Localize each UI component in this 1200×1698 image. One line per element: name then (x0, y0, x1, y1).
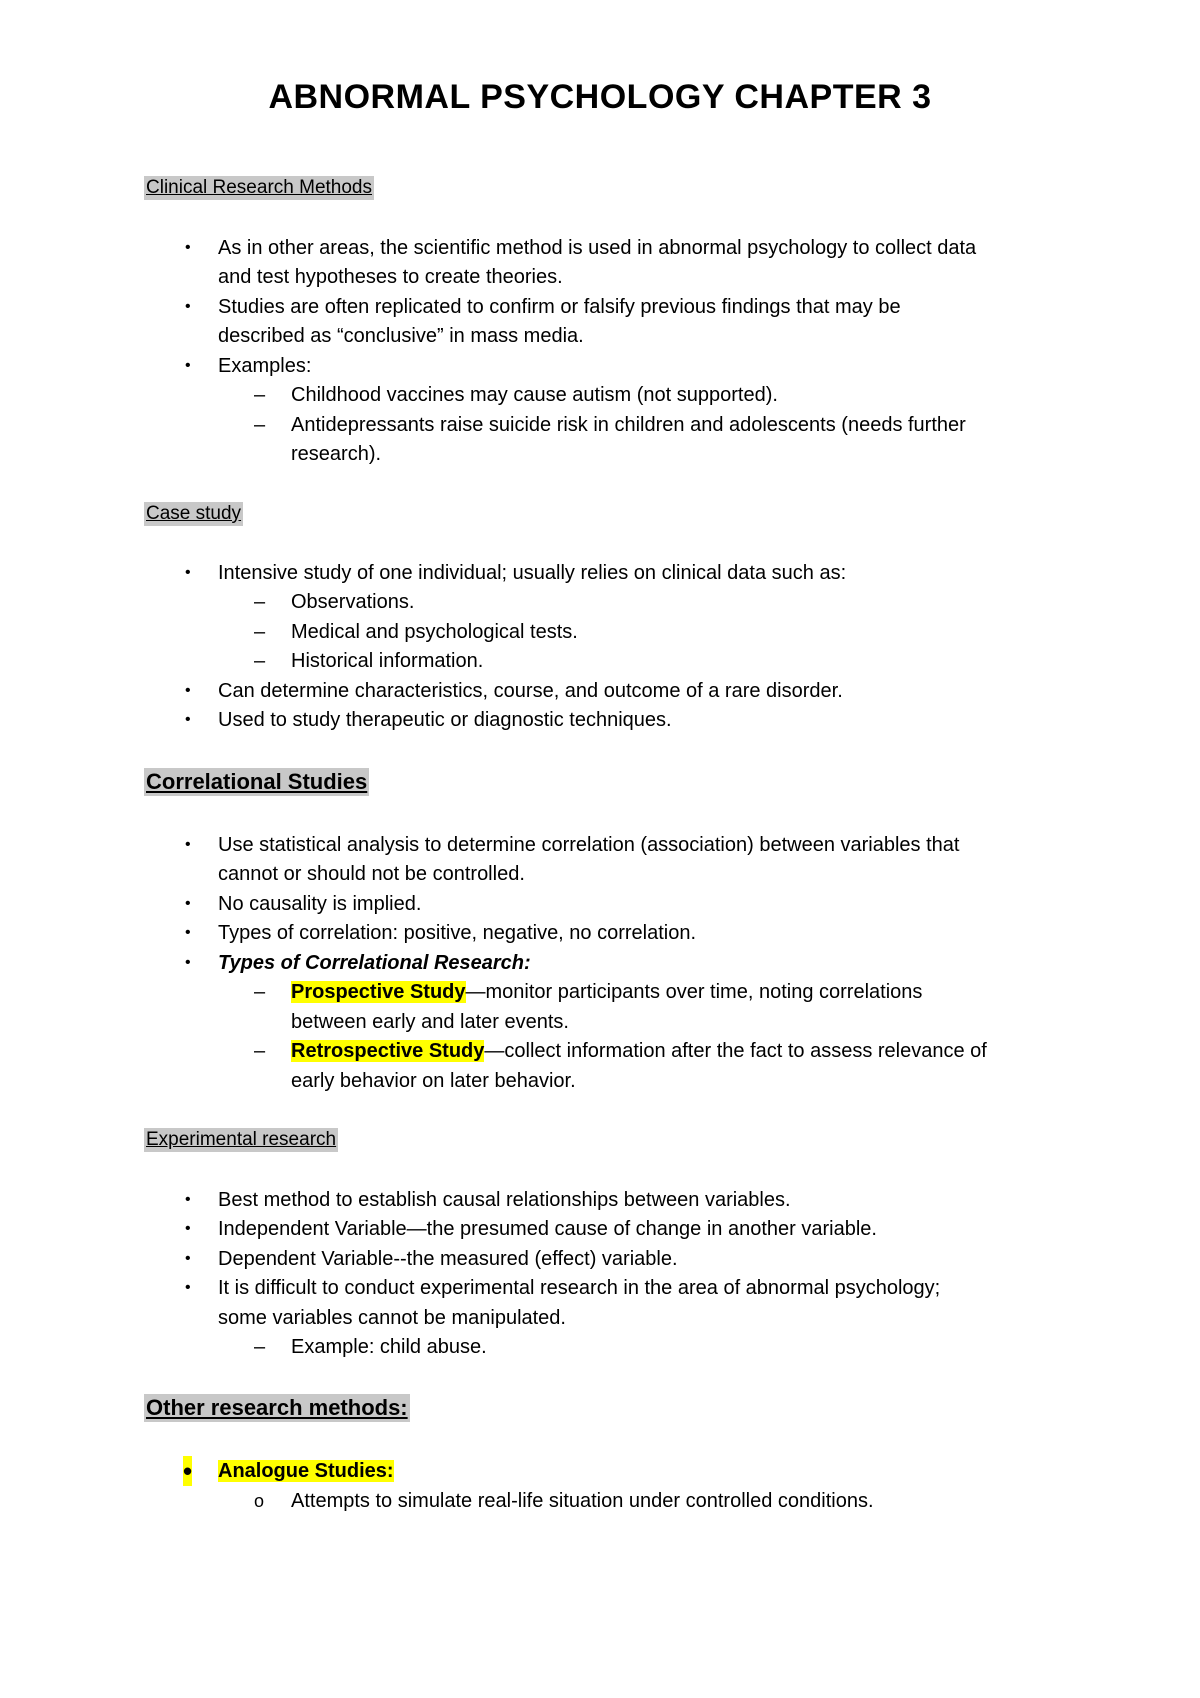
bullet-icon: • (185, 836, 191, 853)
list-item-text: Types of correlation: positive, negative, no correlation. (218, 922, 697, 944)
bullet-icon: • (185, 954, 191, 971)
bullet-icon: • (185, 357, 191, 374)
highlighted-term: Prospective Study (291, 981, 466, 1003)
list-item-text: It is difficult to conduct experimental research in the area of abnormal psychology; (218, 1277, 941, 1299)
section-heading-correlational-studies: Correlational Studies (146, 769, 368, 794)
list-item-text: Dependent Variable--the measured (effect) variable. (218, 1248, 678, 1270)
list-item-text: Studies are often replicated to confirm or falsify previous findings that may be (218, 296, 901, 318)
list-item-text: Use statistical analysis to determine correlation (association) between variables that (218, 834, 960, 856)
sub-list-item-text: Medical and psychological tests. (291, 621, 578, 643)
dash-icon: – (254, 1040, 266, 1062)
sub-list-item-prospective (291, 977, 922, 1007)
section-heading-experimental-research: Experimental research (146, 1129, 337, 1150)
document-title: ABNORMAL PSYCHOLOGY CHAPTER 3 (268, 78, 932, 116)
bullet-icon: • (185, 1279, 191, 1296)
bullet-icon: • (185, 1191, 191, 1208)
circle-bullet-icon: o (254, 1491, 265, 1511)
bullet-icon: • (185, 895, 191, 912)
list-item-text: Examples: (218, 355, 312, 377)
list-item-text: Used to study therapeutic or diagnostic techniques. (218, 709, 672, 731)
bullet-icon: • (185, 1250, 191, 1267)
list-item-text: Independent Variable—the presumed cause of change in another variable. (218, 1218, 877, 1240)
sub-list-item-text: Observations. (291, 591, 415, 613)
highlighted-term: Retrospective Study (291, 1040, 485, 1062)
list-item-text-emphasis: Types of Correlational Research: (218, 952, 531, 974)
list-item-highlighted (218, 1456, 394, 1486)
list-item-text: cannot or should not be controlled. (218, 863, 525, 885)
bullet-icon: • (185, 711, 191, 728)
bullet-icon: • (185, 564, 191, 581)
list-item-text: some variables cannot be manipulated. (218, 1307, 566, 1329)
sub-list-item-text: research). (291, 443, 382, 465)
term-definition: —monitor participants over time, noting correlations (465, 981, 923, 1003)
bullet-icon: • (185, 924, 191, 941)
section-heading-clinical-research-methods: Clinical Research Methods (146, 177, 372, 198)
section-heading-case-study: Case study (146, 503, 242, 524)
dash-icon: – (254, 621, 266, 643)
dash-icon: – (254, 384, 266, 406)
sub-list-item-text: Historical information. (291, 650, 484, 672)
list-item-text: As in other areas, the scientific method is used in abnormal psychology to collect data (218, 237, 977, 259)
dash-icon: – (254, 414, 266, 436)
dash-icon: – (254, 981, 266, 1003)
bullet-icon: • (185, 239, 191, 256)
list-item-text: and test hypotheses to create theories. (218, 266, 563, 288)
dash-icon: – (254, 650, 266, 672)
section-heading-other-research-methods: Other research methods: (146, 1395, 408, 1420)
bullet-icon-highlighted: • (183, 1456, 193, 1486)
sub-list-item-text: Example: child abuse. (291, 1336, 487, 1358)
list-item-text: described as “conclusive” in mass media. (218, 325, 584, 347)
list-item-text: Best method to establish causal relationships between variables. (218, 1189, 791, 1211)
dash-icon: – (254, 1336, 266, 1358)
highlighted-term: Analogue Studies: (218, 1460, 394, 1482)
sub-list-item-text: early behavior on later behavior. (291, 1070, 576, 1092)
bullet-icon: • (185, 298, 191, 315)
bullet-icon: • (185, 1220, 191, 1237)
sub-list-item-text: Childhood vaccines may cause autism (not supported). (291, 384, 778, 406)
bullet-icon: • (185, 682, 191, 699)
sub-list-item-retrospective (291, 1036, 987, 1066)
sub-list-item-text: Antidepressants raise suicide risk in children and adolescents (needs further (291, 414, 966, 436)
sub-list-item-text: Attempts to simulate real-life situation under controlled conditions. (291, 1490, 874, 1512)
dash-icon: – (254, 591, 266, 613)
term-definition: —collect information after the fact to assess relevance of (484, 1040, 987, 1062)
sub-list-item-text: between early and later events. (291, 1011, 569, 1033)
list-item-text: Intensive study of one individual; usually relies on clinical data such as: (218, 562, 847, 584)
list-item-text: Can determine characteristics, course, and outcome of a rare disorder. (218, 680, 843, 702)
list-item-text: No causality is implied. (218, 893, 422, 915)
